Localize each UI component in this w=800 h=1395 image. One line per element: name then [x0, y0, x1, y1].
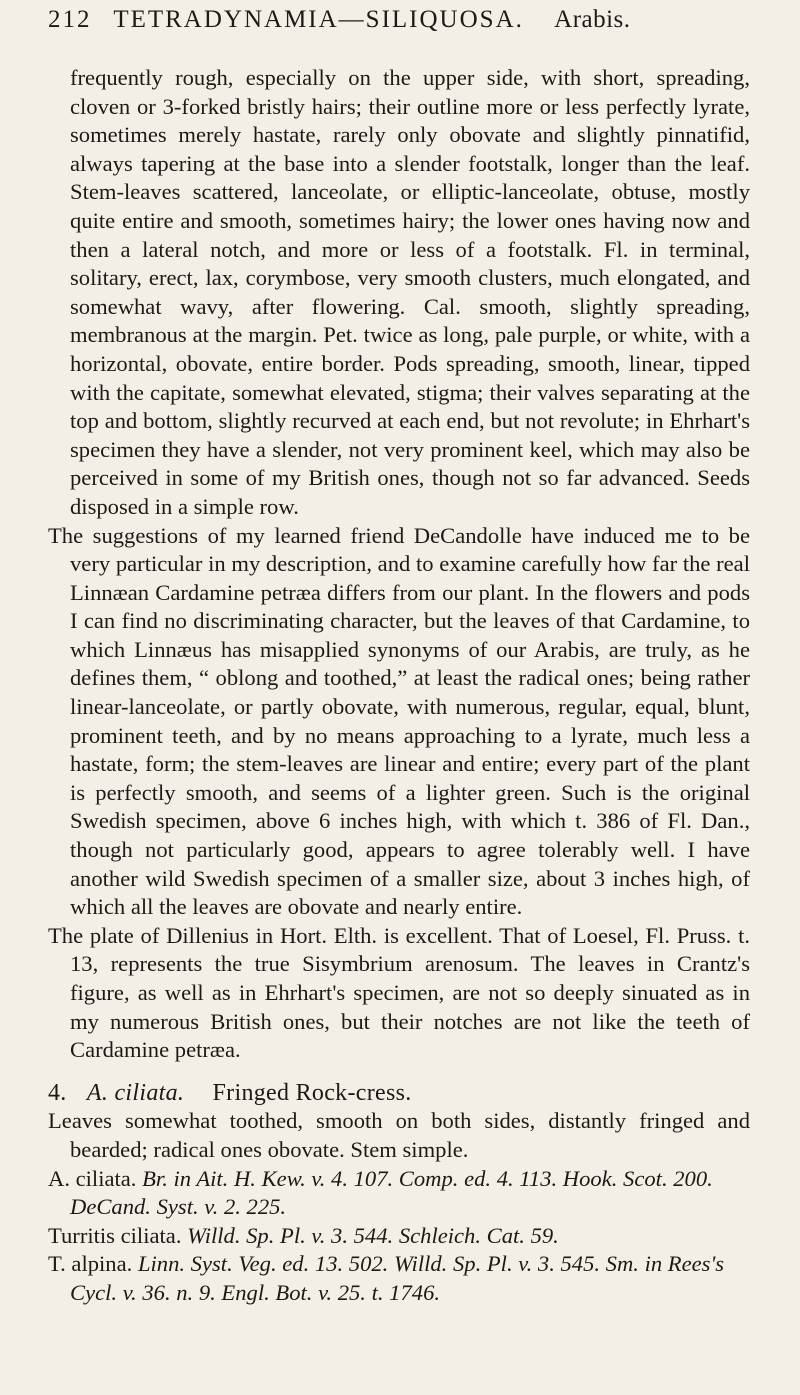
synonym-refs: Linn. Syst. Veg. ed. 13. 502. Willd. Sp. Pl. v. 3. 545. Sm. in Rees's Cycl. v. 36. n. 9. Engl. Bot. v. 25. t. 1746.: [70, 1251, 725, 1305]
species-description: Leaves somewhat toothed, smooth on both sides, distantly fringed and bearded; radical ones obovate. Stem simple.: [48, 1108, 750, 1162]
species-number: 4.: [48, 1079, 67, 1106]
paragraph-description: frequently rough, especially on the upper side, with short, spreading, cloven or 3-forked bristly hairs; their outline more or less perfectly lyrate, sometimes merely hastate, rarely only obovate and slightly pinnatifid, always tapering at the base into a slender footstalk, longer than the leaf. Stem-leaves scattered, lanceolate, or elliptic-lanceolate, obtuse, mostly quite entire and smooth, sometimes hairy; the lower ones having now and then a lateral notch, and more or less of a footstalk. Fl. in terminal, solitary, erect, lax, corymbose, very smooth clusters, much elongated, and somewhat wavy, after flowering. Cal. smooth, slightly spreading, membranous at the margin. Pet. twice as long, pale purple, or white, with a horizontal, obovate, entire border. Pods spreading, smooth, linear, tipped with the capitate, somewhat elevated, stigma; their valves separating at the top and bottom, slightly recurved at each end, but not revolute; in Ehrhart's specimen they have a slender, not very prominent keel, which may also be perceived in some of my British ones, though not so far advanced. Seeds disposed in a simple row.: [70, 65, 750, 519]
synonym-refs: Willd. Sp. Pl. v. 3. 544. Schleich. Cat. 59.: [187, 1222, 559, 1248]
section-title: TETRADYNAMIA—SILIQUOSA.: [113, 6, 524, 33]
synonym-entry: [48, 1165, 750, 1222]
synonym-name: T. alpina.: [48, 1251, 133, 1277]
page-number: 212: [48, 6, 92, 33]
running-head: [48, 6, 750, 34]
species-heading: [48, 1079, 750, 1108]
paragraph-decandolle: The suggestions of my learned friend DeCandolle have induced me to be very particular in my description, and to examine carefully how far the real Linnæan Cardamine petræa differs from our plant. In the flowers and pods I can find no discriminating character, but the leaves of that Cardamine, to which Linnæus has misapplied synonyms of our Arabis, are truly, as he defines them, “ oblong and toothed,” at least the radical ones; being rather linear-lanceolate, or partly obovate, with numerous, regular, equal, blunt, prominent teeth, and by no means approaching to a lyrate, much less a hastate, form; the stem-leaves are linear and entire; every part of the plant is perfectly smooth, and seems of a lighter green. Such is the original Swedish specimen, above 6 inches high, with which t. 386 of Fl. Dan., though not particularly good, appears to agree tolerably well. I have another wild Swedish specimen of a smaller size, about 3 inches high, of which all the leaves are obovate and nearly entire.: [48, 522, 750, 920]
synonym-name: Turritis ciliata.: [48, 1222, 182, 1248]
synonym-entry: [48, 1250, 750, 1307]
body-text: [48, 64, 750, 1308]
synonym-refs: Br. in Ait. H. Kew. v. 4. 107. Comp. ed. 4. 113. Hook. Scot. 200. DeCand. Syst. v. 2. 225.: [70, 1165, 713, 1220]
species-common-name: Fringed Rock-cress.: [212, 1079, 412, 1106]
section-spacer: [48, 1065, 750, 1079]
paragraph-dillenius: The plate of Dillenius in Hort. Elth. is excellent. That of Loesel, Fl. Pruss. t. 13, represents the true Sisymbrium arenosum. The leaves in Crantz's figure, as well as in Ehrhart's specimen, are not so deeply sinuated as in my numerous British ones, but their notches are not like the teeth of Cardamine petræa.: [48, 922, 750, 1063]
genus-name: Arabis.: [554, 6, 631, 33]
species-name: A. ciliata.: [86, 1079, 185, 1106]
synonym-name: A. ciliata.: [48, 1165, 137, 1191]
synonym-entry: [48, 1222, 750, 1251]
